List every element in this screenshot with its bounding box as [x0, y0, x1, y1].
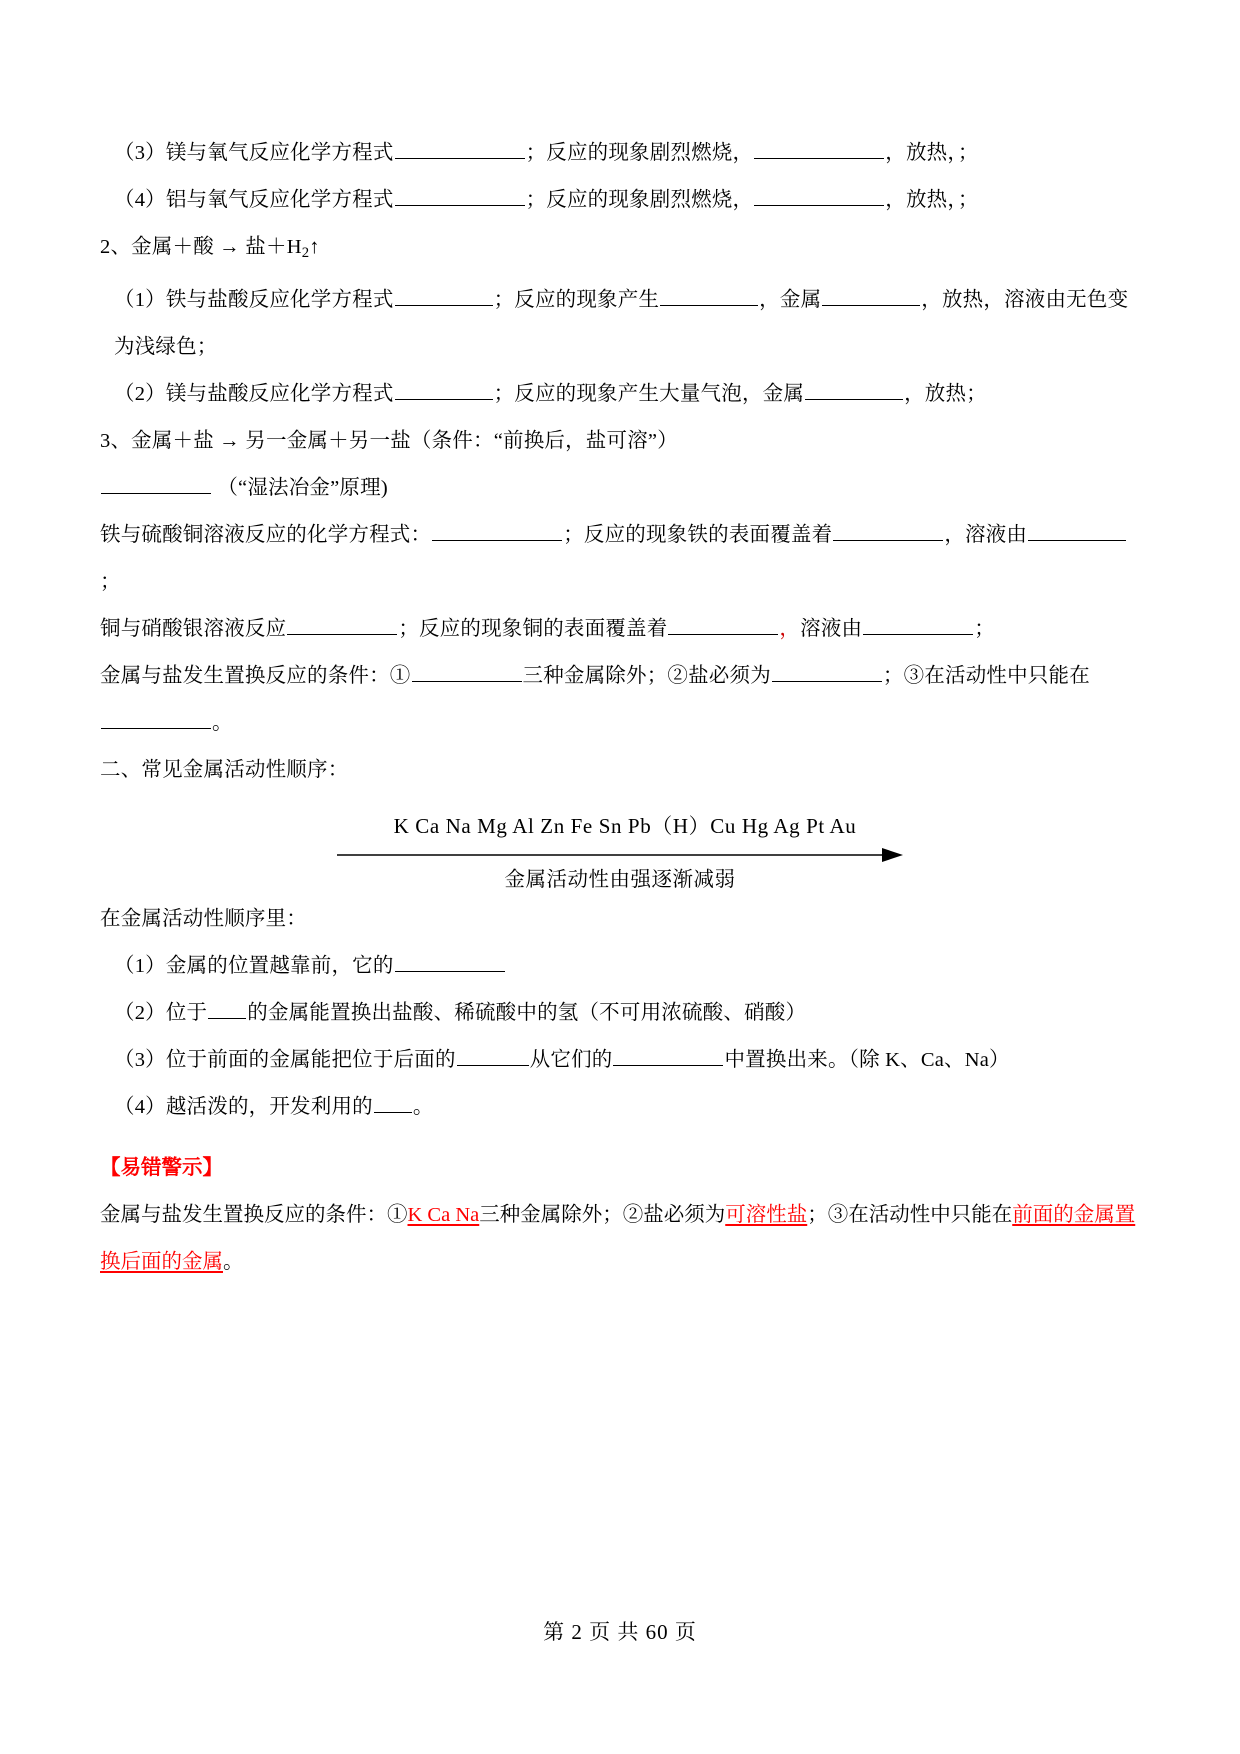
- series-item-2: [100, 990, 1140, 1037]
- fill-blank[interactable]: [101, 707, 211, 730]
- fill-blank[interactable]: [101, 472, 211, 495]
- question-item-2-2: [100, 371, 1140, 418]
- warning-text-3: ；③在活动性中只能在: [807, 1204, 1013, 1227]
- cu-agno3-text-2: ；反应的现象铜的表面覆盖着: [398, 618, 668, 641]
- fill-blank[interactable]: [395, 378, 493, 401]
- fill-blank[interactable]: [833, 519, 943, 542]
- fe-cuso4-text-4: ；: [100, 571, 121, 594]
- fill-blank[interactable]: [805, 378, 903, 401]
- fill-blank[interactable]: [613, 1044, 723, 1067]
- condition-text-3: ；③在活动性中只能在: [882, 665, 1090, 688]
- item-3-text-3: ，放热，: [885, 142, 958, 164]
- series-4-text-1: 越活泼的，开发利用的: [165, 1096, 373, 1119]
- warning-highlight-2: 可溶性盐: [725, 1204, 808, 1227]
- fill-blank[interactable]: [412, 660, 522, 683]
- activity-series-text: K Ca Na Mg Al Zn Fe Sn Pb（H）Cu Hg Ag Pt Au: [393, 814, 857, 839]
- fill-blank[interactable]: [432, 519, 562, 542]
- series-4-label: （4）: [114, 1096, 166, 1119]
- warning-text-1: 金属与盐发生置换反应的条件：①: [100, 1204, 408, 1227]
- item-4-text-4: ；: [957, 189, 979, 211]
- series-2-text-2: 的金属能置换出盐酸、稀硫酸中的氢（不可用浓硫酸、硝酸）: [247, 1002, 807, 1025]
- series-1-text-1: 金属的位置越靠前，它的: [165, 955, 394, 978]
- series-item-3: [100, 1037, 1140, 1084]
- item-2-2-text-2: ；反应的现象产生大量气泡，金属: [493, 383, 805, 406]
- heading-section-3: [100, 418, 1140, 465]
- series-4-text-2: 。: [412, 1096, 434, 1119]
- condition-text-1: 金属与盐发生置换反应的条件：①: [100, 665, 411, 688]
- item-4-label: （4）: [114, 189, 166, 211]
- document-body-2: [100, 896, 1140, 1131]
- wet-metallurgy-note: （“湿法冶金”原理): [217, 477, 388, 500]
- page-footer: 第 2 页 共 60 页: [543, 1620, 697, 1644]
- item-3-text-4: ；: [957, 142, 979, 164]
- item-2-1-label: （1）: [114, 289, 166, 312]
- fill-blank[interactable]: [863, 613, 973, 636]
- item-4-text-3: ，放热，: [885, 189, 958, 211]
- fe-cuso4-text-1: 铁与硫酸铜溶液反应的化学方程式：: [100, 524, 432, 547]
- fill-blank[interactable]: [457, 1044, 529, 1067]
- fill-blank[interactable]: [374, 1091, 412, 1114]
- fill-blank[interactable]: [395, 136, 525, 159]
- cu-agno3-text-3: 溶液由: [800, 618, 863, 641]
- fill-blank[interactable]: [822, 284, 920, 307]
- fill-blank[interactable]: [660, 284, 758, 307]
- fe-cuso4-text-2: ；反应的现象铁的表面覆盖着: [563, 524, 833, 547]
- condition-text-2: 三种金属除外；②盐必须为: [522, 665, 771, 688]
- warning-body: [100, 1192, 1140, 1286]
- reaction-line-fe-cuso4: [100, 512, 1140, 606]
- fill-blank[interactable]: [395, 284, 493, 307]
- series-2-text-1: 位于: [165, 1002, 208, 1025]
- activity-arrow: [337, 846, 903, 864]
- fill-blank[interactable]: [395, 183, 525, 206]
- item-4-text-2: ；反应的现象剧烈燃烧，: [525, 189, 754, 211]
- warning-title: 【易错警示】: [100, 1157, 223, 1180]
- item-2-2-text-1: 镁与盐酸反应化学方程式: [165, 383, 394, 406]
- heading-2-number: 2、: [100, 236, 132, 258]
- arrow-right-icon: [337, 846, 903, 864]
- question-item-4: [100, 177, 1140, 224]
- series-item-1: [100, 943, 1140, 990]
- series-3-label: （3）: [114, 1049, 166, 1072]
- heading-3-text: 金属＋盐 → 另一金属＋另一盐（条件：“前换后，盐可溶”）: [131, 430, 678, 453]
- item-3-text-1: 镁与氧气反应化学方程式: [165, 142, 394, 164]
- condition-line: [100, 653, 1140, 747]
- wet-metallurgy-line: [100, 465, 1140, 512]
- item-3-label: （3）: [114, 142, 166, 164]
- heading-2-text-tail: ↑: [309, 236, 320, 258]
- activity-series-block: [100, 810, 1140, 892]
- item-2-1-text-1: 铁与盐酸反应化学方程式: [165, 289, 394, 312]
- item-4-text-1: 铝与氧气反应化学方程式: [165, 189, 394, 211]
- fill-blank[interactable]: [772, 660, 882, 683]
- fill-blank[interactable]: [395, 950, 505, 973]
- heading-section-2: [100, 224, 1140, 277]
- item-2-1-text-2: ；反应的现象产生: [493, 289, 660, 312]
- document-body: [100, 130, 1140, 794]
- fill-blank[interactable]: [668, 613, 778, 636]
- series-3-text-1: 位于前面的金属能把位于后面的: [165, 1049, 456, 1072]
- heading-3-number: 3、: [100, 430, 132, 453]
- warning-highlight-1: K Ca Na: [407, 1204, 480, 1227]
- fill-blank[interactable]: [208, 997, 246, 1020]
- item-2-1-text-3: ，金属: [759, 289, 822, 312]
- series-3-text-2: 从它们的: [529, 1049, 613, 1072]
- series-1-label: （1）: [114, 955, 166, 978]
- heading-2-subscript: 2: [301, 245, 310, 262]
- question-item-2-1: [100, 277, 1140, 371]
- item-2-2-text-3: ，放热；: [904, 383, 987, 406]
- item-3-text-2: ；反应的现象剧烈燃烧，: [525, 142, 754, 164]
- reaction-line-cu-agno3: [100, 606, 1140, 653]
- fill-blank[interactable]: [754, 136, 884, 159]
- fill-blank[interactable]: [287, 613, 397, 636]
- series-intro: 在金属活动性顺序里：: [100, 908, 307, 931]
- red-comma: ，: [779, 618, 801, 641]
- fe-cuso4-text-3: ，溶液由: [944, 524, 1028, 547]
- condition-text-4: 。: [212, 712, 233, 735]
- warning-text-2: 三种金属除外；②盐必须为: [479, 1204, 726, 1227]
- series-2-label: （2）: [114, 1002, 166, 1025]
- series-item-4: [100, 1084, 1140, 1131]
- warning-highlight-3: 前面的金属置换后面的金属: [100, 1204, 1136, 1274]
- item-2-1-text-4: ，放热，溶液由无色变为浅绿色；: [114, 289, 1129, 359]
- item-2-2-label: （2）: [114, 383, 166, 406]
- series-3-text-3: 中置换出来。（除 K、Ca、Na）: [724, 1049, 1010, 1072]
- fill-blank[interactable]: [1028, 519, 1126, 542]
- heading-2-text: 金属＋酸 → 盐＋H: [131, 236, 302, 258]
- cu-agno3-text-4: ；: [974, 618, 995, 641]
- heading-section-two: 二、常见金属活动性顺序：: [100, 759, 349, 782]
- question-item-3: [100, 130, 1140, 177]
- warning-text-4: 。: [223, 1251, 244, 1274]
- cu-agno3-text-1: 铜与硝酸银溶液反应: [100, 618, 287, 641]
- activity-series-caption: 金属活动性由强逐渐减弱: [504, 869, 736, 892]
- fill-blank[interactable]: [754, 183, 884, 206]
